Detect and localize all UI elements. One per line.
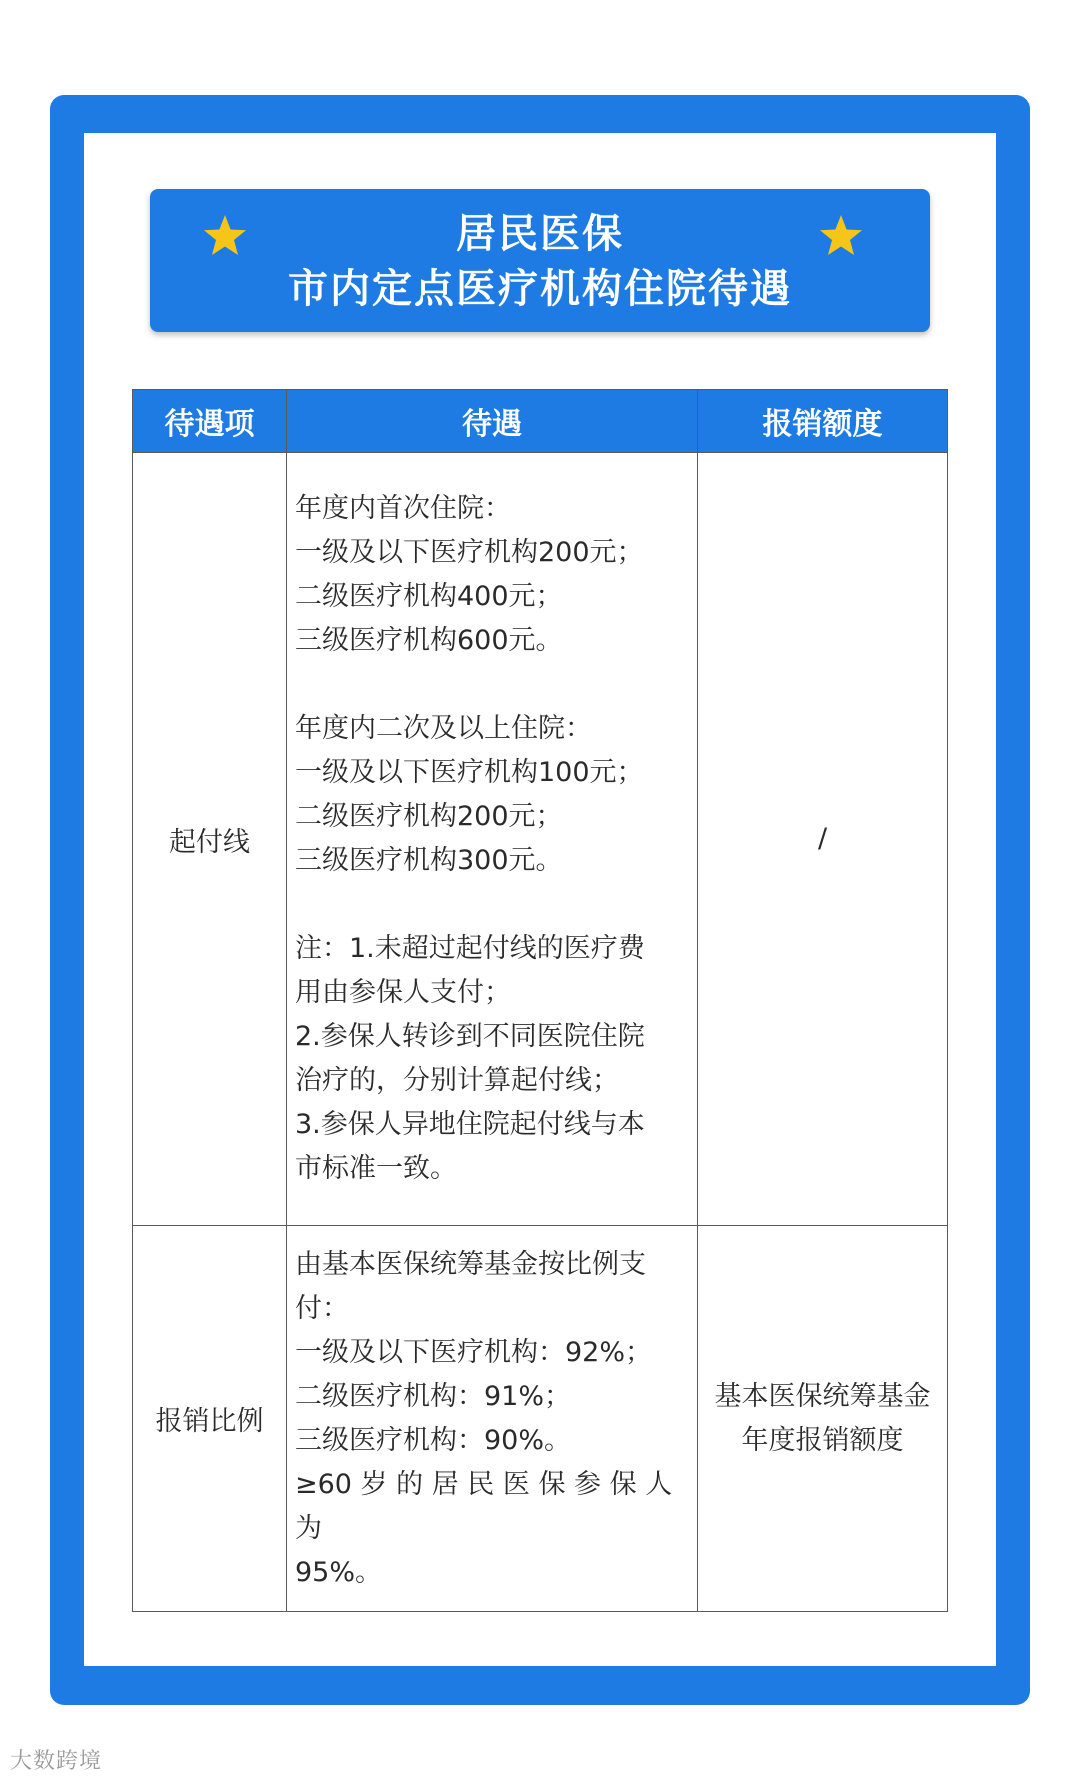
- paragraph-gap: [295, 663, 691, 707]
- paragraph-gap: [295, 883, 691, 927]
- table-row: [133, 1226, 948, 1612]
- detail-line: 用由参保人支付；: [295, 977, 511, 1008]
- detail-line: 治疗的，分别计算起付线；: [295, 1065, 619, 1096]
- detail-line: ≥60 岁 的 居 民 医 保 参 保 人 为: [295, 1468, 673, 1544]
- detail-cell: [287, 1226, 698, 1612]
- amount-line: /: [817, 823, 828, 854]
- detail-line: 年度内首次住院：: [295, 493, 511, 524]
- detail-line: 年度内二次及以上住院：: [295, 713, 592, 744]
- header-item: 待遇项: [133, 390, 287, 453]
- amount-cell: [698, 453, 948, 1226]
- banner-subtitle: 市内定点医疗机构住院待遇: [288, 266, 792, 312]
- item-cell: 起付线: [133, 453, 287, 1226]
- detail-line: 由基本医保统筹基金按比例支: [295, 1248, 646, 1280]
- watermark: 大数跨境: [10, 1749, 103, 1774]
- amount-cell: [698, 1226, 948, 1612]
- detail-line: 二级医疗机构：91%；: [295, 1380, 572, 1412]
- detail-line: 二级医疗机构400元；: [295, 581, 563, 612]
- detail-line: 注：1.未超过起付线的医疗费: [295, 933, 645, 964]
- banner-title: 居民医保: [456, 211, 624, 257]
- detail-line: 三级医疗机构300元。: [295, 845, 563, 876]
- detail-line: 三级医疗机构：90%。: [295, 1424, 572, 1456]
- detail-cell: [287, 453, 698, 1226]
- detail-line: 一级及以下医疗机构200元；: [295, 537, 644, 568]
- benefits-table: [132, 389, 948, 1612]
- detail-line: 95%。: [295, 1556, 383, 1588]
- detail-line: 2.参保人转诊到不同医院住院: [295, 1021, 645, 1052]
- table-header-row: [133, 390, 948, 453]
- item-cell: 报销比例: [133, 1226, 287, 1612]
- header-benefit: 待遇: [287, 390, 698, 453]
- detail-line: 一级及以下医疗机构100元；: [295, 757, 644, 788]
- header-amount: 报销额度: [698, 390, 948, 453]
- amount-line: 基本医保统筹基金: [714, 1380, 931, 1412]
- detail-line: 3.参保人异地住院起付线与本: [295, 1109, 645, 1140]
- detail-line: 一级及以下医疗机构：92%；: [295, 1336, 653, 1368]
- table-row: [133, 453, 948, 1226]
- detail-line: 三级医疗机构600元。: [295, 625, 563, 656]
- detail-line: 付：: [295, 1292, 349, 1324]
- detail-line: 二级医疗机构200元；: [295, 801, 563, 832]
- detail-line: 市标准一致。: [295, 1153, 457, 1184]
- amount-line: 年度报销额度: [741, 1424, 904, 1456]
- title-banner: [150, 189, 930, 332]
